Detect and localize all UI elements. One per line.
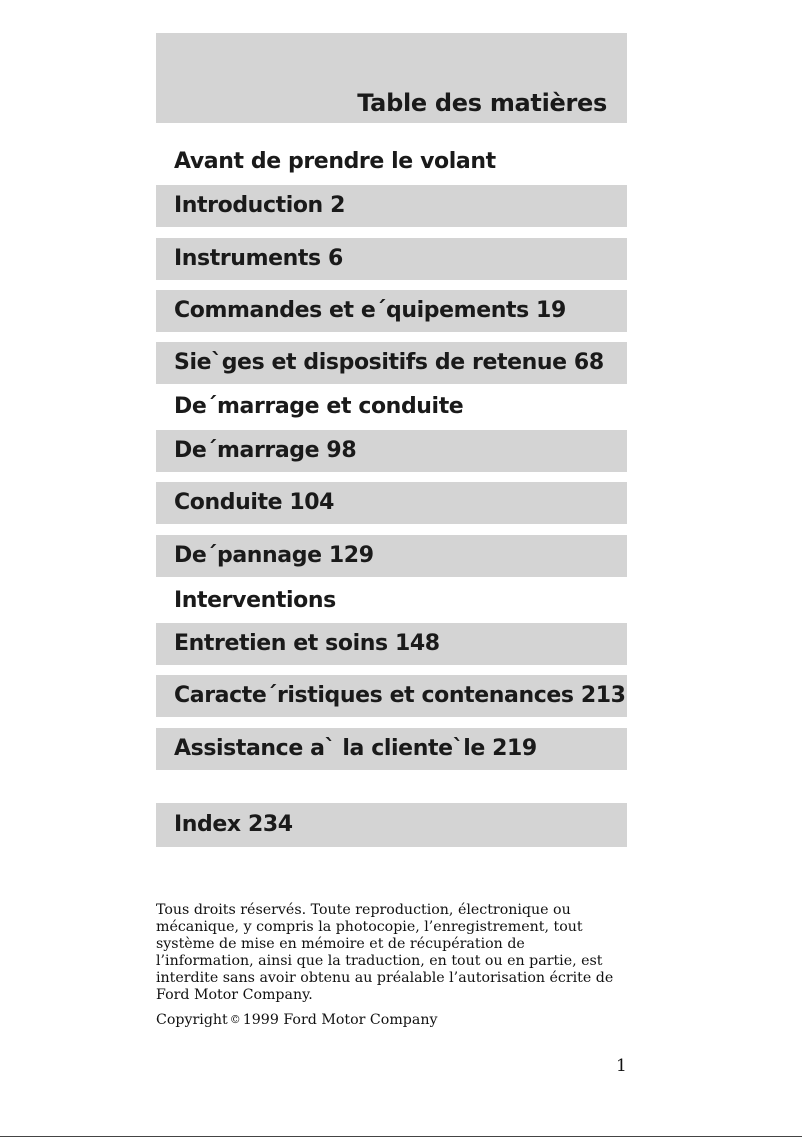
copyright-prefix: Copyright <box>156 1012 228 1028</box>
toc-entry-label: Commandes et e´quipements 19 <box>174 298 566 323</box>
toc-entry-label: Sie`ges et dispositifs de retenue 68 <box>174 350 604 375</box>
section-heading-interventions: Interventions <box>174 588 336 613</box>
toc-entry-introduction[interactable] <box>156 185 627 227</box>
toc-entry-caracteristiques[interactable] <box>156 675 627 717</box>
rights-notice: Tous droits réservés. Toute reproduction, électronique ou mécanique, y compris la photocopie, l’enregistrement, tout système de mise en mémoire et de récupération de l’information, ainsi que la traduction, en tout ou en partie, est interdite sans avoir obtenu au préalable l’autorisation écrite de Ford Motor Company. <box>156 902 614 1003</box>
toc-entry-sieges[interactable] <box>156 342 627 384</box>
toc-entry-label: Index 234 <box>174 812 293 837</box>
toc-entry-conduite[interactable] <box>156 482 627 524</box>
copyright-icon: © <box>229 1013 241 1026</box>
toc-header-band <box>156 33 627 123</box>
copyright-holder: 1999 Ford Motor Company <box>242 1012 438 1028</box>
toc-entry-label: Assistance a` la cliente`le 219 <box>174 736 537 761</box>
toc-entry-demarrage[interactable] <box>156 430 627 472</box>
section-heading-before-driving: Avant de prendre le volant <box>174 149 496 174</box>
toc-entry-label: Introduction 2 <box>174 193 345 218</box>
toc-entry-label: Instruments 6 <box>174 246 343 271</box>
page-bottom-divider <box>0 1136 802 1137</box>
section-heading-starting-driving: De´marrage et conduite <box>174 394 464 419</box>
toc-entry-label: De´pannage 129 <box>174 543 374 568</box>
page-number: 1 <box>616 1056 627 1076</box>
toc-entry-label: De´marrage 98 <box>174 438 357 463</box>
page-title: Table des matières <box>357 89 607 117</box>
toc-entry-instruments[interactable] <box>156 238 627 280</box>
toc-entry-label: Conduite 104 <box>174 490 335 515</box>
toc-entry-assistance[interactable] <box>156 728 627 770</box>
toc-entry-entretien[interactable] <box>156 623 627 665</box>
toc-entry-depannage[interactable] <box>156 535 627 577</box>
copyright-line <box>156 1012 437 1028</box>
toc-entry-label: Caracte´ristiques et contenances 213 <box>174 683 626 708</box>
toc-entry-label: Entretien et soins 148 <box>174 631 440 656</box>
toc-entry-index[interactable] <box>156 803 627 847</box>
toc-entry-commandes[interactable] <box>156 290 627 332</box>
